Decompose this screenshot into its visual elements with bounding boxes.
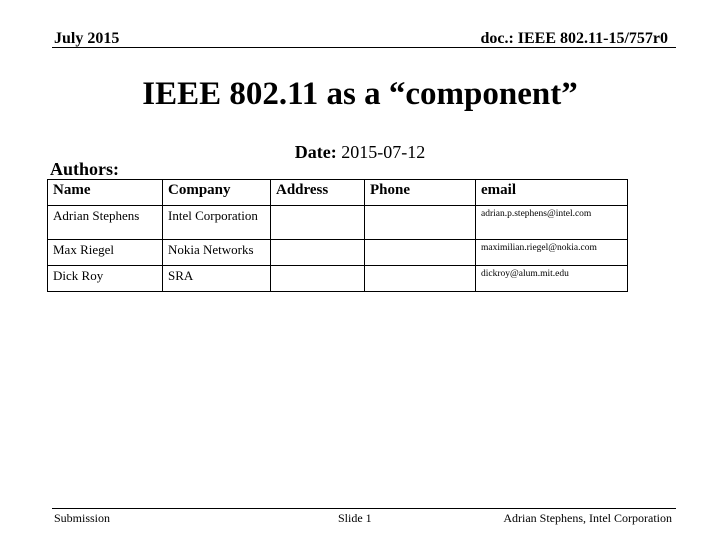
- column-header-email: email: [476, 180, 628, 206]
- author-phone: [365, 206, 476, 240]
- author-address: [271, 266, 365, 292]
- table-row: [48, 206, 628, 240]
- author-name: Adrian Stephens: [48, 206, 163, 240]
- header-divider: [52, 47, 676, 48]
- author-company: Nokia Networks: [163, 240, 271, 266]
- column-header-name: Name: [48, 180, 163, 206]
- date-value: 2015-07-12: [336, 142, 426, 162]
- footer-author: Adrian Stephens, Intel Corporation: [503, 511, 672, 525]
- author-email: dickroy@alum.mit.edu: [476, 266, 628, 292]
- author-company: Intel Corporation: [163, 206, 271, 240]
- column-header-company: Company: [163, 180, 271, 206]
- column-header-address: Address: [271, 180, 365, 206]
- date-label: Date:: [294, 142, 337, 162]
- author-phone: [365, 240, 476, 266]
- author-name: Dick Roy: [48, 266, 163, 292]
- footer-submission: Submission: [54, 511, 111, 525]
- footer-divider: [52, 508, 676, 509]
- header-date: July 2015: [54, 30, 120, 47]
- authors-label: Authors:: [50, 159, 120, 179]
- table-row: [48, 266, 628, 292]
- table-row: [48, 240, 628, 266]
- footer-slide-number: Slide 1: [338, 511, 372, 525]
- column-header-phone: Phone: [365, 180, 476, 206]
- author-email: maximilian.riegel@nokia.com: [476, 240, 628, 266]
- table-header-row: [48, 180, 628, 206]
- author-email: adrian.p.stephens@intel.com: [476, 206, 628, 240]
- author-address: [271, 206, 365, 240]
- slide-title: IEEE 802.11 as a “component”: [142, 76, 578, 112]
- author-company: SRA: [163, 266, 271, 292]
- author-name: Max Riegel: [48, 240, 163, 266]
- header-doc-id: doc.: IEEE 802.11-15/757r0: [480, 30, 668, 47]
- author-phone: [365, 266, 476, 292]
- author-address: [271, 240, 365, 266]
- authors-table: [47, 179, 628, 292]
